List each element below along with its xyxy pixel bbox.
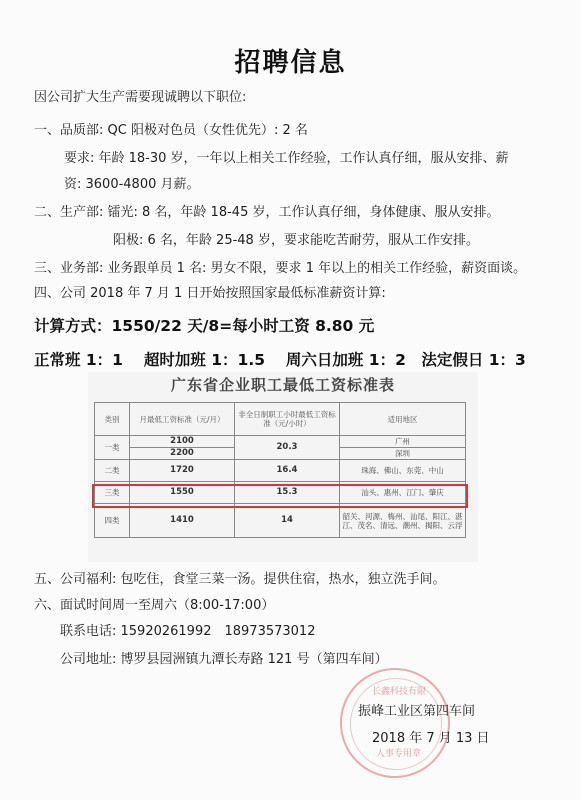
table-row xyxy=(95,460,466,482)
sales-text: 三、业务部: 业务跟单员 1 名: 男女不限，要求 1 年以上的相关工作经验，薪资面谈。 xyxy=(34,261,527,276)
table-header-category: 类别 xyxy=(95,403,130,436)
table-cell-region: 深圳 xyxy=(340,448,466,460)
table-cell-hourly: 20.3 xyxy=(235,436,340,460)
table-header-monthly: 月最低工资标准（元/月） xyxy=(130,403,235,436)
table-header-hourly: 非全日制职工小时最低工资标准（元/小时） xyxy=(235,403,340,436)
company-address: 公司地址: 博罗县园洲镇九潭长寿路 121 号（第四车间） xyxy=(60,652,388,667)
minimum-wage-table xyxy=(94,402,466,538)
company-seal xyxy=(340,668,450,778)
qc-heading: 一、品质部: QC 阳极对色员（女性优先）: 2 名 xyxy=(34,123,308,138)
qc-requirement-1: 要求: 年龄 18-30 岁，一年以上相关工作经验，工作认真仔细，服从安排、薪 xyxy=(64,151,509,166)
contact-phone: 联系电话: 15920261992 18973573012 xyxy=(60,624,316,639)
interview-time: 六、面试时间周一至周六（8:00-17:00） xyxy=(34,598,275,613)
wage-table-title: 广东省企业职工最低工资标准表 xyxy=(170,376,395,394)
wage-policy-text: 四、公司 2018 年 7 月 1 日开始按照国家最低标准薪资计算: xyxy=(34,286,386,301)
table-cell-hourly: 14 xyxy=(235,504,340,538)
table-cell-hourly: 16.4 xyxy=(235,460,340,482)
table-cell-monthly: 2100 xyxy=(130,436,235,448)
company-name: 振峰工业区第四车间 xyxy=(358,704,476,719)
page-title: 招聘信息 xyxy=(234,48,347,78)
table-row xyxy=(95,436,466,448)
table-cell-region: 韶关、河源、梅州、汕尾、阳江、湛江、茂名、清远、潮州、揭阳、云浮 xyxy=(340,504,466,538)
table-cell-monthly: 2200 xyxy=(130,448,235,460)
seal-bottom-text: 人事专用章 xyxy=(376,749,422,759)
table-cell-monthly: 1550 xyxy=(130,482,235,504)
table-cell-hourly: 15.3 xyxy=(235,482,340,504)
minimum-wage-table-image xyxy=(88,372,478,562)
highlight-box-category-three xyxy=(92,484,468,508)
intro-text: 因公司扩大生产需要现诚聘以下职位: xyxy=(34,90,247,105)
table-cell-category: 一类 xyxy=(95,436,130,460)
benefits-text: 五、公司福利: 包吃住，食堂三菜一汤。提供住宿，热水，独立洗手间。 xyxy=(34,572,446,587)
table-cell-region: 珠海、佛山、东莞、中山 xyxy=(340,460,466,482)
notice-date: 2018 年 7 月 13 日 xyxy=(372,731,490,746)
wage-calculation: 计算方式：1550/22 天/8=每小时工资 8.80 元 xyxy=(34,317,375,335)
overtime-rates: 正常班 1：1 超时加班 1：1.5 周六日加班 1：2 法定假日 1：3 xyxy=(34,351,526,369)
qc-requirement-2: 资: 3600-4800 月薪。 xyxy=(64,177,200,192)
table-cell-category: 二类 xyxy=(95,460,130,482)
table-cell-category: 三类 xyxy=(95,482,130,504)
table-header-region: 适用地区 xyxy=(340,403,466,436)
table-cell-region: 广州 xyxy=(340,436,466,448)
table-cell-category: 四类 xyxy=(95,504,130,538)
production-line-1: 二、生产部: 镭光: 8 名，年龄 18-45 岁，工作认真仔细，身体健康、服从安排。 xyxy=(34,205,500,220)
seal-top-text: 长鑫科技有限 xyxy=(372,687,427,697)
table-cell-monthly: 1720 xyxy=(130,460,235,482)
table-cell-monthly: 1410 xyxy=(130,504,235,538)
production-line-2: 阳极: 6 名，年龄 25-48 岁，要求能吃苦耐劳，服从工作安排。 xyxy=(113,233,479,248)
table-cell-region: 汕头、惠州、江门、肇庆 xyxy=(340,482,466,504)
table-row xyxy=(95,504,466,538)
